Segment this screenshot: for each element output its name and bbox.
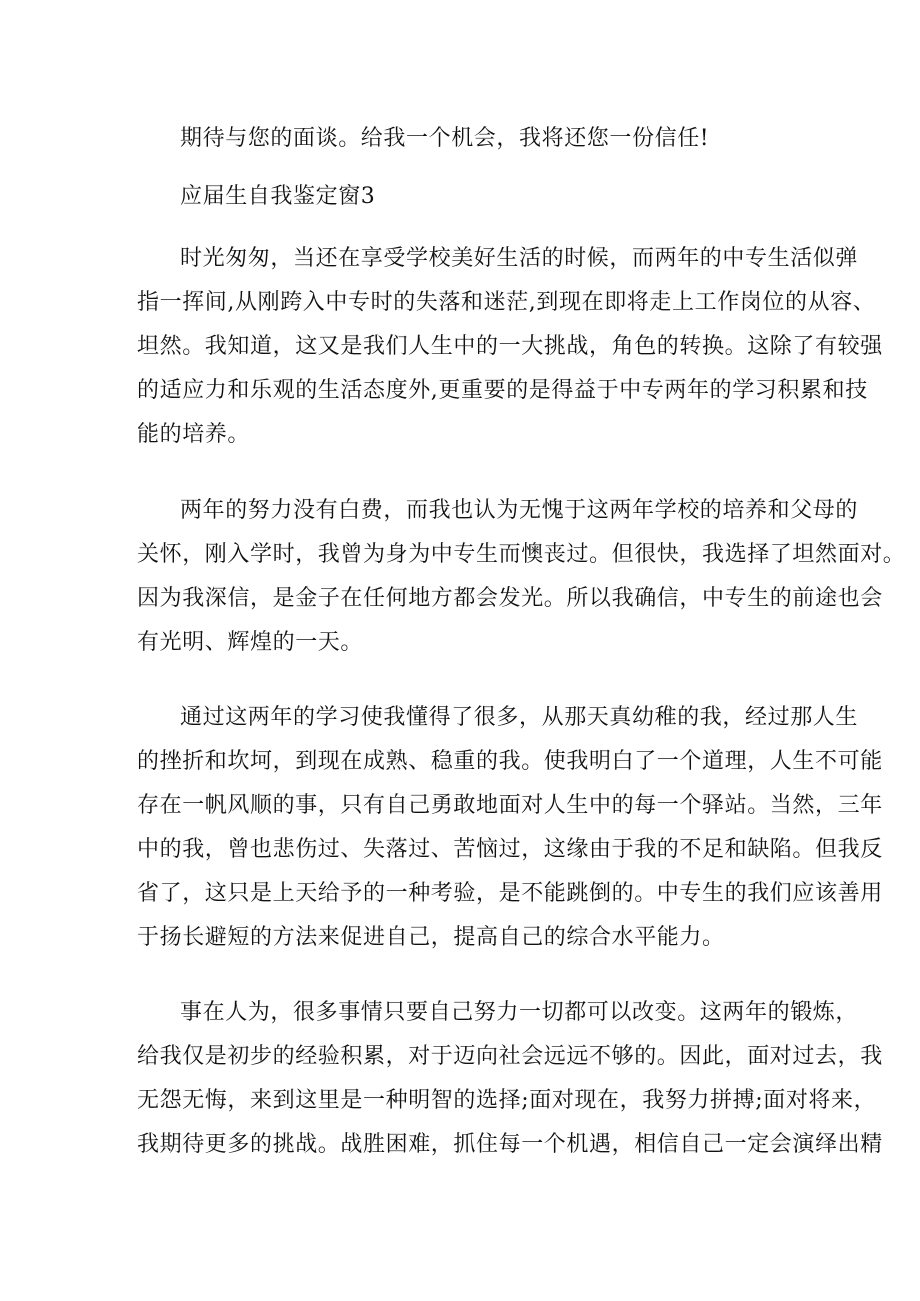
paragraph-line: 存在一帆风顺的事，只有自己勇敢地面对人生中的每一个驿站。当然，三年 <box>137 793 883 818</box>
paragraph-line: 能的培养。 <box>137 422 251 447</box>
paragraph-line: 于扬长避短的方法来促进自己，提高自己的综合水平能力。 <box>137 925 725 950</box>
paragraph-line: 指一挥间,从刚跨入中专时的失落和迷茫,到现在即将走上工作岗位的从容、 <box>137 290 876 315</box>
paragraph-line: 两年的努力没有白费，而我也认为无愧于这两年学校的培养和父母的 <box>180 498 859 523</box>
paragraph-line: 坦然。我知道，这又是我们人生中的一大挑战，角色的转换。这除了有较强 <box>137 334 883 359</box>
paragraph-line: 时光匆匆，当还在享受学校美好生活的时候，而两年的中专生活似弹 <box>180 246 859 271</box>
intro-line: 期待与您的面谈。给我一个机会，我将还您一份信任! <box>180 126 710 151</box>
paragraph-line: 给我仅是初步的经验积累，对于迈向社会远远不够的。因此，面对过去，我 <box>137 1044 883 1069</box>
paragraph-line: 因为我深信，是金子在任何地方都会发光。所以我确信，中专生的前途也会 <box>137 586 883 611</box>
paragraph-line: 事在人为，很多事情只要自己努力一切都可以改变。这两年的锻炼， <box>180 1000 859 1025</box>
paragraph-line: 我期待更多的挑战。战胜困难，抓住每一个机遇，相信自己一定会演绎出精 <box>137 1132 883 1157</box>
paragraph-line: 中的我，曾也悲伤过、失落过、苦恼过，这缘由于我的不足和缺陷。但我反 <box>137 837 883 862</box>
paragraph-line: 有光明、辉煌的一天。 <box>137 630 364 655</box>
paragraph-line: 省了，这只是上天给予的一种考验，是不能跳倒的。中专生的我们应该善用 <box>137 881 883 906</box>
paragraph-line: 的适应力和乐观的生活态度外,更重要的是得益于中专两年的学习积累和技 <box>137 378 868 403</box>
paragraph-line: 无怨无悔，来到这里是一种明智的选择;面对现在，我努力拼搏;面对将来， <box>137 1088 877 1113</box>
paragraph-line: 的挫折和坎坷，到现在成熟、稳重的我。使我明白了一个道理，人生不可能 <box>137 749 883 774</box>
paragraph-line: 通过这两年的学习使我懂得了很多，从那天真幼稚的我，经过那人生 <box>180 705 859 730</box>
paragraph-line: 关怀，刚入学时，我曾为身为中专生而懊丧过。但很快，我选择了坦然面对。 <box>137 542 906 567</box>
section-title: 应届生自我鉴定窗3 <box>180 184 376 209</box>
